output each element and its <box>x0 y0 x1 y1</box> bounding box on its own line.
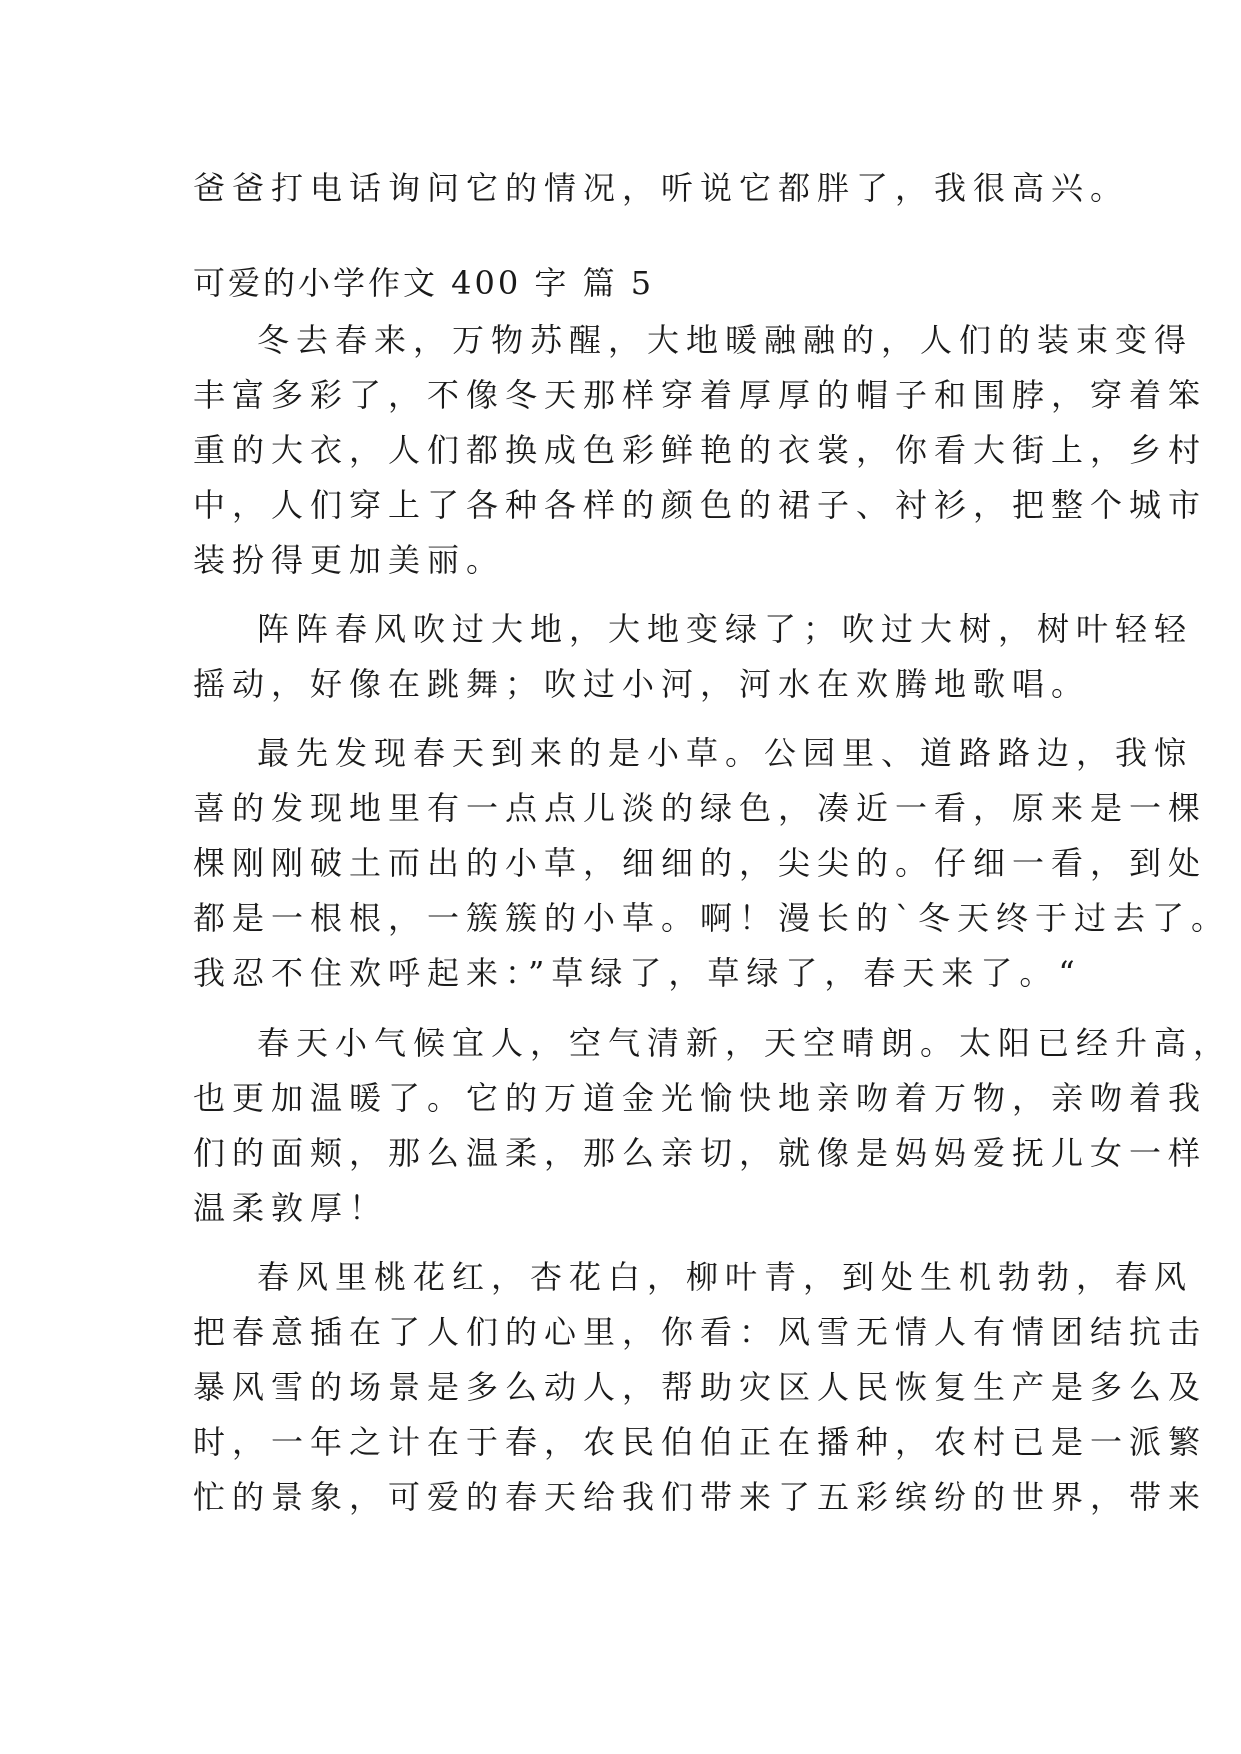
paragraph-line: 忙的景象，可爱的春天给我们带来了五彩缤纷的世界，带来 <box>193 1478 1208 1516</box>
paragraph-line: 春风里桃花红，杏花白，柳叶青，到处生机勃勃，春风 <box>257 1258 1194 1296</box>
paragraph-line: 温柔敦厚！ <box>193 1189 389 1227</box>
paragraph-line: 春天小气候宜人，空气清新，天空晴朗。太阳已经升高， <box>257 1024 1233 1062</box>
paragraph-line: 中，人们穿上了各种各样的颜色的裙子、衬衫，把整个城市 <box>193 486 1208 524</box>
paragraph-line: 最先发现春天到来的是小草。公园里、道路路边，我惊 <box>257 734 1194 772</box>
paragraph-line: 摇动，好像在跳舞；吹过小河，河水在欢腾地歌唱。 <box>193 665 1091 703</box>
paragraph-line: 们的面颊，那么温柔，那么亲切，就像是妈妈爱抚儿女一样 <box>193 1134 1208 1172</box>
essay-heading: 可爱的小学作文 400 字 篇 5 <box>193 264 655 302</box>
paragraph-line: 都是一根根，一簇簇的小草。啊！漫长的`冬天终于过去了。 <box>193 899 1231 937</box>
paragraph-line: 丰富多彩了，不像冬天那样穿着厚厚的帽子和围脖，穿着笨 <box>193 376 1208 414</box>
paragraph-line: 冬去春来，万物苏醒，大地暖融融的，人们的装束变得 <box>257 321 1194 359</box>
paragraph-line: 也更加温暖了。它的万道金光愉快地亲吻着万物，亲吻着我 <box>193 1079 1208 1117</box>
paragraph-line: 重的大衣，人们都换成色彩鲜艳的衣裳，你看大街上，乡村 <box>193 431 1208 469</box>
paragraph-line: 装扮得更加美丽。 <box>193 541 506 579</box>
paragraph-line: 把春意插在了人们的心里，你看：风雪无情人有情团结抗击 <box>193 1313 1208 1351</box>
paragraph-line: 棵刚刚破土而出的小草，细细的，尖尖的。仔细一看，到处 <box>193 844 1208 882</box>
paragraph-line: 暴风雪的场景是多么动人，帮助灾区人民恢复生产是多么及 <box>193 1368 1208 1406</box>
intro-line: 爸爸打电话询问它的情况，听说它都胖了，我很高兴。 <box>193 169 1130 207</box>
paragraph-line: 喜的发现地里有一点点儿淡的绿色，凑近一看，原来是一棵 <box>193 789 1208 827</box>
paragraph-line: 我忍不住欢呼起来：”草绿了，草绿了，春天来了。“ <box>193 954 1082 992</box>
paragraph-line: 阵阵春风吹过大地，大地变绿了；吹过大树，树叶轻轻 <box>257 610 1194 648</box>
paragraph-line: 时，一年之计在于春，农民伯伯正在播种，农村已是一派繁 <box>193 1423 1208 1461</box>
